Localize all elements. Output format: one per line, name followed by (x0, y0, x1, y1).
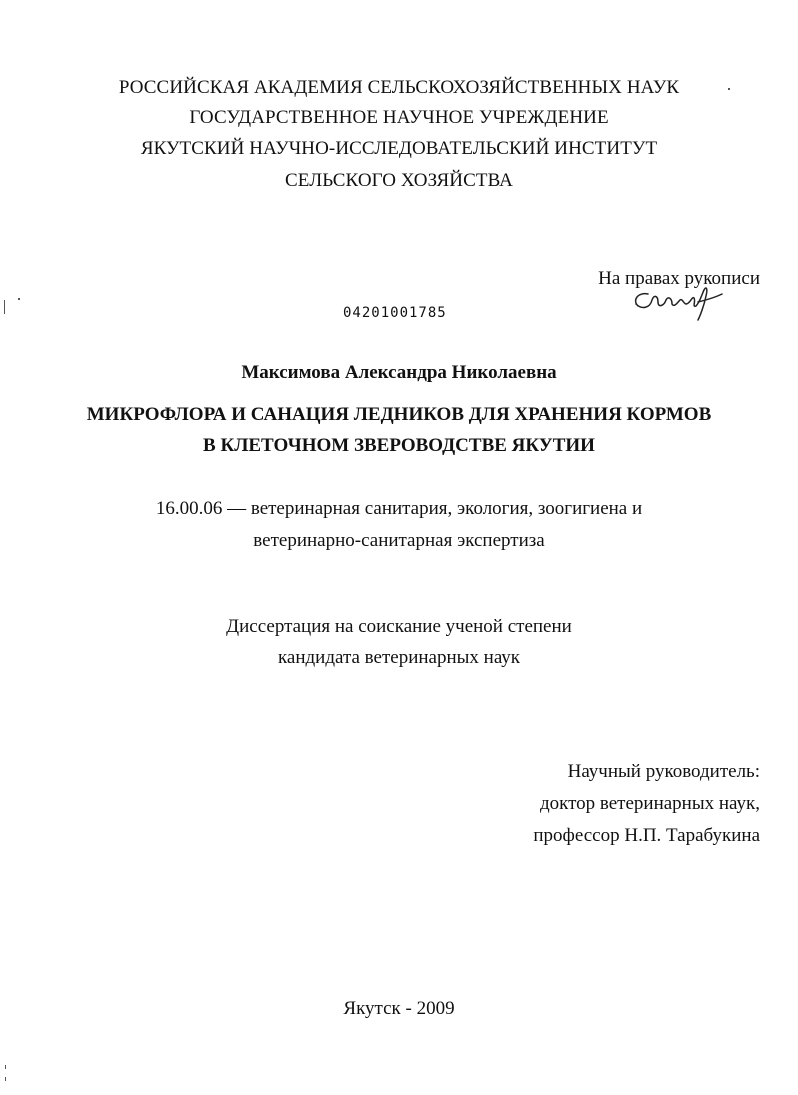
header-institute-name: ЯКУТСКИЙ НАУЧНО-ИССЛЕДОВАТЕЛЬСКИЙ ИНСТИТУТ (140, 138, 658, 159)
header-institute-field: СЕЛЬСКОГО ХОЗЯЙСТВА (285, 170, 513, 191)
catalog-number: 04201001785 (343, 305, 447, 321)
author-name: Максимова Александра Николаевна (241, 362, 557, 383)
scan-artifact (728, 88, 730, 90)
header-academy: РОССИЙСКАЯ АКАДЕМИЯ СЕЛЬСКОХОЗЯЙСТВЕННЫХ НАУК (118, 77, 680, 98)
scan-artifact (5, 1065, 6, 1069)
degree-line1: Диссертация на соискание ученой степени (226, 616, 572, 637)
thesis-title-line1: МИКРОФЛОРА И САНАЦИЯ ЛЕДНИКОВ ДЛЯ ХРАНЕНИЯ КОРМОВ (86, 404, 712, 425)
scan-artifact (5, 1077, 6, 1081)
advisor-name: профессор Н.П. Тарабукина (533, 825, 760, 846)
header-institution-type: ГОСУДАРСТВЕННОЕ НАУЧНОЕ УЧРЕЖДЕНИЕ (189, 107, 609, 128)
place-year: Якутск - 2009 (343, 998, 455, 1019)
thesis-title-line2: В КЛЕТОЧНОМ ЗВЕРОВОДСТВЕ ЯКУТИИ (203, 435, 595, 456)
signature-icon (628, 282, 724, 322)
manuscript-note: На правах рукописи (598, 268, 760, 289)
advisor-label: Научный руководитель: (567, 761, 760, 782)
degree-line2: кандидата ветеринарных наук (277, 647, 521, 668)
scan-artifact (18, 298, 20, 300)
scan-artifact (4, 300, 5, 314)
advisor-degree: доктор ветеринарных наук, (539, 793, 760, 814)
specialty-line1: 16.00.06 — ветеринарная санитария, экология, зоогигиена и (155, 498, 643, 519)
specialty-line2: ветеринарно-санитарная экспертиза (253, 530, 545, 551)
